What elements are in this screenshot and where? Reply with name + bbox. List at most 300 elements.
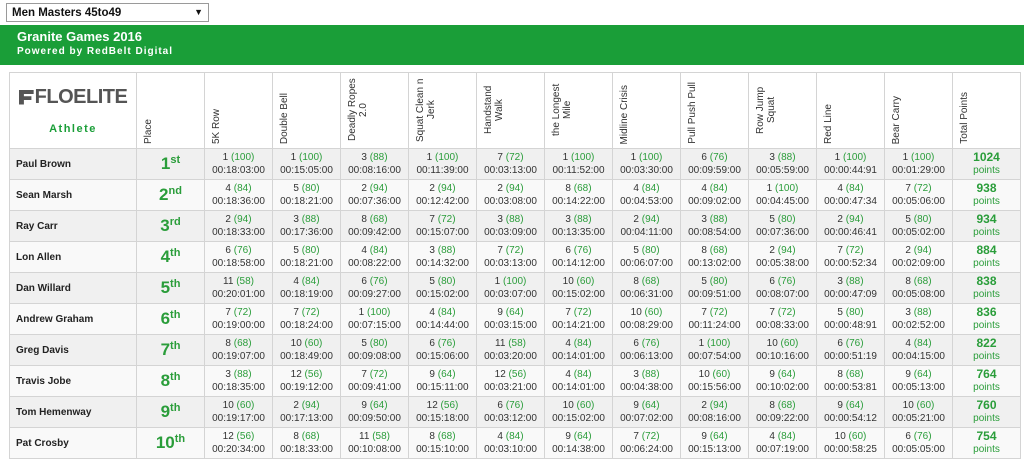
- athlete-name[interactable]: Pat Crosby: [10, 428, 137, 459]
- event-rank: 8: [293, 431, 299, 442]
- event-result: [205, 335, 273, 366]
- total-points-cell: [953, 428, 1021, 459]
- event-result: [341, 335, 409, 366]
- event-time: 00:12:42:00: [416, 196, 469, 207]
- event-points: (100): [434, 152, 459, 163]
- event-rank: 10: [834, 431, 846, 442]
- athlete-row[interactable]: [10, 180, 1021, 211]
- event-header[interactable]: Deadly Ropes 2.0: [341, 73, 409, 149]
- points-unit-label: points: [973, 444, 1000, 455]
- event-time: 00:13:02:00: [688, 258, 741, 269]
- event-rank: 2: [497, 183, 503, 194]
- event-result: [409, 149, 477, 180]
- event-rank: 10: [290, 338, 302, 349]
- event-result: [749, 149, 817, 180]
- event-time: 00:03:15:00: [484, 320, 537, 331]
- event-result: [409, 366, 477, 397]
- place-number: 2: [159, 185, 169, 204]
- points-unit-label: points: [973, 320, 1000, 331]
- event-time: 00:04:11:00: [620, 227, 673, 238]
- event-points: (64): [369, 400, 388, 411]
- event-time: 00:09:22:00: [756, 413, 809, 424]
- place-suffix: th: [170, 340, 181, 352]
- event-header[interactable]: Pull Push Pull: [681, 73, 749, 149]
- event-rank: 2: [633, 214, 639, 225]
- total-points-value: 938: [976, 181, 997, 195]
- event-time: 00:11:39:00: [416, 165, 469, 176]
- event-rank: 7: [293, 307, 299, 318]
- athlete-header[interactable]: [10, 73, 137, 149]
- event-rank: 2: [905, 245, 911, 256]
- total-points-cell: [953, 180, 1021, 211]
- event-time: 00:00:53:81: [824, 382, 877, 393]
- total-points-value: 884: [976, 243, 997, 257]
- event-points: (76): [913, 431, 932, 442]
- event-rank: 1: [290, 152, 297, 163]
- event-points: (80): [437, 276, 456, 287]
- athlete-name[interactable]: Ray Carr: [10, 211, 137, 242]
- event-rank: 2: [701, 400, 707, 411]
- event-time: 00:00:47:34: [824, 196, 877, 207]
- event-rank: 12: [222, 431, 234, 442]
- event-header[interactable]: the Longest Mile: [545, 73, 613, 149]
- event-result: [409, 242, 477, 273]
- event-rank: 12: [426, 400, 438, 411]
- event-result: [749, 304, 817, 335]
- event-points: (84): [233, 183, 252, 194]
- event-rank: 8: [225, 338, 231, 349]
- event-time: 00:13:35:00: [552, 227, 605, 238]
- points-unit-label: points: [973, 258, 1000, 269]
- event-result: [477, 180, 545, 211]
- place-number: 10: [155, 433, 175, 452]
- event-result: [409, 428, 477, 459]
- event-points: (68): [641, 276, 660, 287]
- points-unit-label: points: [973, 382, 1000, 393]
- event-time: 00:18:21:00: [280, 258, 333, 269]
- total-points-header[interactable]: Total Points: [953, 73, 1021, 149]
- event-points: (60): [848, 431, 867, 442]
- points-unit-label: points: [973, 165, 1000, 176]
- event-rank: 7: [837, 245, 843, 256]
- event-result: [613, 366, 681, 397]
- event-header[interactable]: Double Bell: [273, 73, 341, 149]
- event-rank: 11: [223, 276, 234, 287]
- event-points: (100): [774, 183, 799, 194]
- event-points: (84): [505, 431, 524, 442]
- event-result: [545, 304, 613, 335]
- event-rank: 7: [769, 307, 775, 318]
- event-time: 00:06:07:00: [620, 258, 673, 269]
- athlete-row[interactable]: [10, 273, 1021, 304]
- event-rank: 1: [698, 338, 705, 349]
- event-result: [817, 428, 885, 459]
- event-result: [545, 242, 613, 273]
- event-rank: 9: [361, 400, 367, 411]
- event-time: 00:14:22:00: [552, 196, 605, 207]
- event-time: 00:09:08:00: [348, 351, 401, 362]
- athlete-row[interactable]: [10, 397, 1021, 428]
- event-result: [477, 273, 545, 304]
- event-points: (88): [505, 214, 524, 225]
- event-points: (60): [644, 307, 663, 318]
- event-result: [545, 149, 613, 180]
- event-time: 00:04:53:00: [620, 196, 673, 207]
- event-time: 00:18:24:00: [280, 320, 333, 331]
- event-result: [545, 428, 613, 459]
- event-time: 00:00:46:41: [824, 227, 877, 238]
- event-points: (76): [845, 338, 864, 349]
- event-result: [409, 180, 477, 211]
- athlete-row[interactable]: [10, 242, 1021, 273]
- athlete-name[interactable]: Greg Davis: [10, 335, 137, 366]
- event-rank: 10: [562, 400, 574, 411]
- event-header[interactable]: Bear Carry: [885, 73, 953, 149]
- place-cell: [137, 397, 205, 428]
- athlete-row[interactable]: [10, 366, 1021, 397]
- event-result: [681, 304, 749, 335]
- event-time: 00:07:19:00: [756, 444, 809, 455]
- event-time: 00:15:10:00: [416, 444, 469, 455]
- total-points-value: 760: [976, 398, 997, 412]
- event-time: 00:15:02:00: [416, 289, 469, 300]
- event-time: 00:08:16:00: [688, 413, 741, 424]
- event-result: [477, 366, 545, 397]
- event-points: (100): [570, 152, 595, 163]
- event-points: (80): [913, 214, 932, 225]
- event-rank: 8: [429, 431, 435, 442]
- athlete-name[interactable]: Lon Allen: [10, 242, 137, 273]
- event-rank: 12: [290, 369, 302, 380]
- event-points: (100): [638, 152, 663, 163]
- event-time: 00:06:13:00: [620, 351, 673, 362]
- event-points: (100): [366, 307, 391, 318]
- event-header[interactable]: Midline Crisis: [613, 73, 681, 149]
- event-time: 00:00:48:91: [824, 320, 877, 331]
- event-result: [545, 180, 613, 211]
- event-points: (94): [233, 214, 252, 225]
- athlete-name[interactable]: Andrew Graham: [10, 304, 137, 335]
- event-rank: 4: [701, 183, 707, 194]
- event-result: [273, 149, 341, 180]
- event-rank: 8: [361, 214, 367, 225]
- event-time: 00:07:36:00: [756, 227, 809, 238]
- event-result: [205, 366, 273, 397]
- event-result: [273, 428, 341, 459]
- event-points: (68): [369, 214, 388, 225]
- place-number: 5: [160, 278, 171, 297]
- event-result: [681, 273, 749, 304]
- event-time: 00:15:18:00: [416, 413, 469, 424]
- event-points: (60): [576, 400, 595, 411]
- event-points: (56): [236, 431, 255, 442]
- event-header[interactable]: Red Line: [817, 73, 885, 149]
- event-rank: 3: [837, 276, 843, 287]
- event-points: (84): [573, 369, 592, 380]
- event-result: [341, 366, 409, 397]
- total-points-cell: [953, 273, 1021, 304]
- event-result: [545, 273, 613, 304]
- event-header[interactable]: 5K Row: [205, 73, 273, 149]
- athlete-row[interactable]: [10, 335, 1021, 366]
- event-time: 00:08:54:00: [688, 227, 741, 238]
- event-points: (68): [301, 431, 320, 442]
- event-time: 00:09:42:00: [348, 227, 401, 238]
- event-result: [817, 335, 885, 366]
- total-points-value: 754: [976, 429, 997, 443]
- place-cell: [137, 428, 205, 459]
- event-time: 00:09:59:00: [688, 165, 741, 176]
- event-time: 00:00:52:34: [824, 258, 877, 269]
- event-time: 00:03:20:00: [484, 351, 537, 362]
- event-time: 00:17:13:00: [280, 413, 333, 424]
- event-result: [749, 180, 817, 211]
- division-select[interactable]: [6, 3, 209, 22]
- event-result: [409, 273, 477, 304]
- event-result: [205, 149, 273, 180]
- event-result: [613, 242, 681, 273]
- event-time: 00:03:10:00: [484, 444, 537, 455]
- event-rank: 4: [633, 183, 639, 194]
- event-result: [613, 397, 681, 428]
- event-points: (100): [502, 276, 527, 287]
- event-points: (80): [845, 307, 864, 318]
- place-number: 1: [160, 154, 171, 173]
- event-result: [341, 180, 409, 211]
- event-rank: 8: [837, 369, 843, 380]
- event-result: [205, 273, 273, 304]
- event-time: 00:14:01:00: [552, 382, 605, 393]
- total-points-cell: [953, 211, 1021, 242]
- event-time: 00:05:59:00: [756, 165, 809, 176]
- event-rank: 1: [766, 183, 773, 194]
- event-time: 00:11:52:00: [552, 165, 605, 176]
- event-rank: 9: [905, 369, 911, 380]
- event-rank: 6: [225, 245, 231, 256]
- event-points: (64): [641, 400, 660, 411]
- athlete-name[interactable]: Sean Marsh: [10, 180, 137, 211]
- event-points: (84): [437, 307, 456, 318]
- event-result: [409, 335, 477, 366]
- event-rank: 2: [293, 400, 299, 411]
- athlete-row[interactable]: [10, 211, 1021, 242]
- event-result: [885, 335, 953, 366]
- event-points: (100): [230, 152, 255, 163]
- event-points: (80): [641, 245, 660, 256]
- place-cell: [137, 273, 205, 304]
- event-result: [477, 397, 545, 428]
- event-result: [885, 397, 953, 428]
- event-rank: 1: [222, 152, 229, 163]
- athlete-row[interactable]: [10, 304, 1021, 335]
- event-time: 00:03:12:00: [484, 413, 537, 424]
- event-time: 00:03:30:00: [620, 165, 673, 176]
- event-result: [273, 180, 341, 211]
- event-rank: 1: [902, 152, 909, 163]
- event-rank: 3: [701, 214, 707, 225]
- event-rank: 7: [497, 245, 503, 256]
- event-points: (60): [304, 338, 323, 349]
- event-rank: 10: [766, 338, 778, 349]
- event-points: (88): [437, 245, 456, 256]
- athlete-row[interactable]: [10, 428, 1021, 459]
- event-result: [273, 242, 341, 273]
- event-result: [205, 428, 273, 459]
- athlete-name[interactable]: Dan Willard: [10, 273, 137, 304]
- event-rank: 5: [769, 214, 775, 225]
- event-points: (72): [301, 307, 320, 318]
- event-result: [613, 428, 681, 459]
- event-rank: 1: [358, 307, 365, 318]
- event-result: [817, 397, 885, 428]
- event-points: (58): [508, 338, 526, 349]
- event-result: [341, 304, 409, 335]
- event-rank: 2: [361, 183, 367, 194]
- event-time: 00:14:32:00: [416, 258, 469, 269]
- place-suffix: th: [170, 309, 181, 321]
- event-time: 00:05:38:00: [756, 258, 809, 269]
- event-rank: 10: [222, 400, 234, 411]
- event-time: 00:09:50:00: [348, 413, 401, 424]
- flo-logo-icon: [19, 90, 34, 105]
- event-points: (60): [576, 276, 595, 287]
- event-time: 00:15:11:00: [416, 382, 469, 393]
- athlete-name[interactable]: Tom Hemenway: [10, 397, 137, 428]
- event-result: [817, 242, 885, 273]
- event-time: 00:18:21:00: [280, 196, 333, 207]
- event-header[interactable]: Row Jump Squat: [749, 73, 817, 149]
- event-result: [817, 366, 885, 397]
- event-rank: 1: [426, 152, 433, 163]
- event-result: [613, 304, 681, 335]
- event-points: (72): [709, 307, 728, 318]
- event-points: (84): [369, 245, 388, 256]
- event-time: 00:15:13:00: [688, 444, 741, 455]
- header-row: [10, 73, 1021, 149]
- event-points: (68): [913, 276, 932, 287]
- event-time: 00:05:21:00: [892, 413, 945, 424]
- event-rank: 5: [905, 214, 911, 225]
- event-rank: 4: [769, 431, 775, 442]
- event-points: (72): [437, 214, 456, 225]
- event-points: (100): [298, 152, 323, 163]
- event-result: [545, 397, 613, 428]
- event-time: 00:14:01:00: [552, 351, 605, 362]
- event-points: (88): [573, 214, 592, 225]
- event-result: [885, 304, 953, 335]
- event-points: (56): [508, 369, 527, 380]
- event-rank: 6: [565, 245, 571, 256]
- event-rank: 8: [701, 245, 707, 256]
- event-points: (72): [233, 307, 252, 318]
- event-points: (76): [709, 152, 728, 163]
- event-result: [817, 211, 885, 242]
- event-rank: 4: [837, 183, 843, 194]
- total-points-cell: [953, 335, 1021, 366]
- event-time: 00:14:38:00: [552, 444, 605, 455]
- event-points: (88): [777, 152, 796, 163]
- event-rank: 7: [497, 152, 503, 163]
- event-points: (100): [842, 152, 867, 163]
- event-rank: 12: [494, 369, 506, 380]
- event-points: (80): [301, 183, 320, 194]
- event-points: (80): [709, 276, 728, 287]
- event-rank: 5: [293, 245, 299, 256]
- leaderboard-table: [9, 72, 1021, 459]
- athlete-name[interactable]: Travis Jobe: [10, 366, 137, 397]
- event-points: (72): [641, 431, 660, 442]
- dropdown-arrow-icon: ▼: [194, 7, 203, 17]
- athlete-name[interactable]: Paul Brown: [10, 149, 137, 180]
- event-result: [273, 397, 341, 428]
- place-suffix: th: [170, 278, 181, 290]
- event-result: [613, 335, 681, 366]
- event-rank: 1: [630, 152, 637, 163]
- event-rank: 7: [361, 369, 367, 380]
- event-rank: 5: [361, 338, 367, 349]
- event-result: [681, 211, 749, 242]
- event-time: 00:18:33:00: [280, 444, 333, 455]
- points-unit-label: points: [973, 196, 1000, 207]
- event-points: (72): [573, 307, 592, 318]
- event-rank: 6: [497, 400, 503, 411]
- event-time: 00:09:51:00: [688, 289, 741, 300]
- event-points: (68): [573, 183, 592, 194]
- event-time: 00:00:58:25: [824, 444, 877, 455]
- event-points: (64): [573, 431, 592, 442]
- event-time: 00:14:12:00: [552, 258, 605, 269]
- event-result: [749, 273, 817, 304]
- event-result: [885, 211, 953, 242]
- event-rank: 9: [633, 400, 639, 411]
- event-result: [885, 149, 953, 180]
- event-time: 00:07:15:00: [348, 320, 401, 331]
- athlete-row[interactable]: [10, 149, 1021, 180]
- event-rank: 4: [565, 369, 571, 380]
- event-time: 00:17:36:00: [280, 227, 333, 238]
- event-header[interactable]: Handstand Walk: [477, 73, 545, 149]
- event-rank: 2: [769, 245, 775, 256]
- event-time: 00:07:54:00: [688, 351, 741, 362]
- total-points-value: 764: [976, 367, 997, 381]
- event-points: (76): [437, 338, 456, 349]
- event-result: [885, 273, 953, 304]
- place-number: 6: [160, 309, 171, 328]
- event-points: (88): [709, 214, 728, 225]
- event-time: 00:18:35:00: [212, 382, 265, 393]
- event-points: (58): [236, 276, 254, 287]
- event-points: (72): [777, 307, 796, 318]
- event-result: [341, 211, 409, 242]
- event-points: (76): [641, 338, 660, 349]
- event-points: (60): [916, 400, 935, 411]
- place-header[interactable]: Place: [137, 73, 205, 149]
- event-result: [477, 304, 545, 335]
- event-time: 00:04:45:00: [756, 196, 809, 207]
- event-result: [477, 335, 545, 366]
- event-result: [341, 273, 409, 304]
- event-result: [545, 335, 613, 366]
- event-time: 00:06:31:00: [620, 289, 673, 300]
- points-unit-label: points: [973, 351, 1000, 362]
- event-points: (84): [913, 338, 932, 349]
- event-rank: 6: [837, 338, 843, 349]
- event-header[interactable]: Squat Clean n Jerk: [409, 73, 477, 149]
- event-rank: 1: [562, 152, 569, 163]
- event-rank: 5: [837, 307, 843, 318]
- points-unit-label: points: [973, 227, 1000, 238]
- place-suffix: st: [170, 154, 181, 166]
